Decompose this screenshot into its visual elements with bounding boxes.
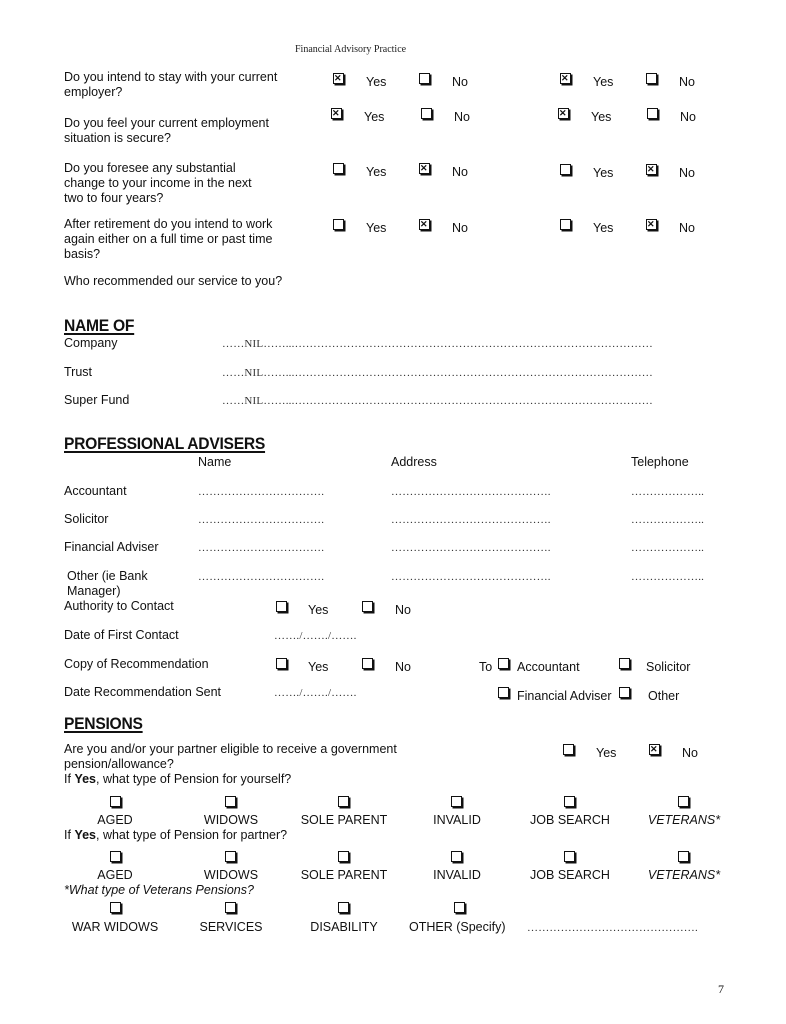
self-widows-label: WIDOWS [203, 813, 259, 827]
partner-retire-no-checkbox[interactable] [646, 219, 657, 230]
column-header-telephone: Telephone [631, 455, 689, 469]
no-label: No [682, 746, 698, 760]
copy-recommendation-yes-checkbox[interactable] [276, 658, 287, 669]
other-name-field[interactable]: ……………………………. [198, 571, 325, 583]
referral-question: Who recommended our service to you? [64, 274, 283, 288]
financial-adviser-name-field[interactable]: ……………………………. [198, 542, 325, 554]
solicitor-name-field[interactable]: ……………………………. [198, 514, 325, 526]
copy-recommendation-no-checkbox[interactable] [362, 658, 373, 669]
question-income-change: Do you foresee any substantial change to your income in the next two to four years? [64, 161, 252, 205]
adviser-label-solicitor: Solicitor [64, 512, 109, 526]
authority-no-checkbox[interactable] [362, 601, 373, 612]
veterans-other-specify-field[interactable]: ………………………………………. [527, 922, 698, 934]
to-label: To [479, 660, 493, 674]
yes-label: Yes [364, 110, 385, 124]
veterans-other-checkbox[interactable] [454, 902, 465, 913]
super-fund-field[interactable]: ……NIL……...…………………………………………………………………………………… [222, 395, 653, 407]
page-header-title: Financial Advisory Practice [295, 44, 407, 55]
no-label: No [454, 110, 470, 124]
no-label: No [680, 110, 696, 124]
column-header-name: Name [198, 455, 232, 469]
column-header-address: Address [391, 455, 437, 469]
client-secure-no-checkbox[interactable] [421, 108, 432, 119]
question-stay-employer: Do you intend to stay with your current employer? [64, 70, 278, 99]
to-accountant-checkbox[interactable] [498, 658, 509, 669]
veterans-services-checkbox[interactable] [225, 902, 236, 913]
pension-eligible-yes-checkbox[interactable] [563, 744, 574, 755]
partner-sole-parent-label: SOLE PARENT [300, 868, 388, 882]
partner-invalid-label: INVALID [433, 868, 481, 882]
accountant-name-field[interactable]: ……………………………. [198, 486, 325, 498]
yes-label: Yes [366, 221, 387, 235]
client-retire-no-checkbox[interactable] [419, 219, 430, 230]
self-veterans-checkbox[interactable] [678, 796, 689, 807]
no-label: No [452, 221, 468, 235]
partner-secure-no-checkbox[interactable] [647, 108, 658, 119]
partner-income-no-checkbox[interactable] [646, 164, 657, 175]
self-question-text: , what type of Pension for yourself? [96, 772, 292, 786]
section-heading-professional-advisers: PROFESSIONAL ADVISERS [64, 434, 266, 453]
company-field[interactable]: ……NIL……...…………………………………………………………………………………… [222, 338, 653, 350]
self-sole-parent-label: SOLE PARENT [300, 813, 388, 827]
partner-aged-label: AGED [97, 868, 133, 882]
page-number: 7 [718, 982, 724, 996]
if-text: If [64, 772, 71, 786]
date-recommendation-sent-label: Date Recommendation Sent [64, 685, 222, 699]
veterans-other-label: OTHER (Specify) [409, 920, 506, 934]
to-solicitor-label: Solicitor [646, 660, 691, 674]
yes-label: Yes [366, 75, 387, 89]
self-invalid-label: INVALID [433, 813, 481, 827]
partner-job-search-label: JOB SEARCH [530, 868, 610, 882]
trust-field[interactable]: ……NIL……...…………………………………………………………………………………… [222, 367, 653, 379]
no-label: No [452, 75, 468, 89]
self-invalid-checkbox[interactable] [451, 796, 462, 807]
client-retire-yes-checkbox[interactable] [333, 219, 344, 230]
partner-stay-yes-checkbox[interactable] [560, 73, 571, 84]
partner-question-text: , what type of Pension for partner? [96, 828, 288, 842]
client-income-no-checkbox[interactable] [419, 163, 430, 174]
authority-to-contact-label: Authority to Contact [64, 599, 174, 613]
partner-widows-checkbox[interactable] [225, 851, 236, 862]
copy-of-recommendation-label: Copy of Recommendation [64, 657, 209, 671]
partner-invalid-checkbox[interactable] [451, 851, 462, 862]
no-label: No [679, 221, 695, 235]
date-first-contact-label: Date of First Contact [64, 628, 179, 642]
self-job-search-checkbox[interactable] [564, 796, 575, 807]
client-secure-yes-checkbox[interactable] [331, 108, 342, 119]
section-heading-pensions: PENSIONS [64, 714, 143, 733]
self-job-search-label: JOB SEARCH [530, 813, 610, 827]
self-veterans-label: VETERANS* [647, 813, 721, 827]
yes-label: Yes [308, 603, 329, 617]
to-financial-adviser-label: Financial Adviser [517, 689, 612, 703]
to-other-checkbox[interactable] [619, 687, 630, 698]
no-label: No [679, 166, 695, 180]
yes-bold-text: Yes [74, 828, 96, 842]
financial-adviser-telephone-field[interactable]: ……………….. [631, 542, 705, 554]
yes-label: Yes [591, 110, 612, 124]
self-sole-parent-checkbox[interactable] [338, 796, 349, 807]
adviser-label-other: Other (ie Bank Manager) [67, 569, 148, 598]
pension-self-question [64, 772, 291, 786]
partner-secure-yes-checkbox[interactable] [558, 108, 569, 119]
partner-retire-yes-checkbox[interactable] [560, 219, 571, 230]
veterans-services-label: SERVICES [199, 920, 263, 934]
date-first-contact-field[interactable]: ……./……./……. [274, 630, 357, 642]
accountant-telephone-field[interactable]: ……………….. [631, 486, 705, 498]
veterans-disability-checkbox[interactable] [338, 902, 349, 913]
no-label: No [679, 75, 695, 89]
no-label: No [395, 603, 411, 617]
veterans-war-widows-label: WAR WIDOWS [71, 920, 159, 934]
other-telephone-field[interactable]: ……………….. [631, 571, 705, 583]
partner-veterans-checkbox[interactable] [678, 851, 689, 862]
yes-label: Yes [596, 746, 617, 760]
partner-widows-label: WIDOWS [203, 868, 259, 882]
pension-partner-question [64, 828, 287, 842]
financial-adviser-address-field[interactable]: ……………………………………. [391, 542, 551, 554]
to-financial-adviser-checkbox[interactable] [498, 687, 509, 698]
super-fund-label: Super Fund [64, 393, 130, 407]
yes-label: Yes [308, 660, 329, 674]
yes-bold-text: Yes [74, 772, 96, 786]
date-recommendation-sent-field[interactable]: ……./……./……. [274, 687, 357, 699]
partner-veterans-label: VETERANS* [647, 868, 721, 882]
veterans-question: *What type of Veterans Pensions? [64, 883, 254, 897]
no-label: No [395, 660, 411, 674]
veterans-war-widows-checkbox[interactable] [110, 902, 121, 913]
self-aged-label: AGED [97, 813, 133, 827]
partner-aged-checkbox[interactable] [110, 851, 121, 862]
adviser-label-accountant: Accountant [64, 484, 127, 498]
pension-eligible-no-checkbox[interactable] [649, 744, 660, 755]
yes-label: Yes [366, 165, 387, 179]
trust-label: Trust [64, 365, 93, 379]
solicitor-telephone-field[interactable]: ……………….. [631, 514, 705, 526]
if-text: If [64, 828, 71, 842]
self-aged-checkbox[interactable] [110, 796, 121, 807]
pension-eligibility-question: Are you and/or your partner eligible to receive a government pension/allowance? [64, 742, 397, 771]
client-income-yes-checkbox[interactable] [333, 163, 344, 174]
to-accountant-label: Accountant [517, 660, 580, 674]
self-widows-checkbox[interactable] [225, 796, 236, 807]
to-solicitor-checkbox[interactable] [619, 658, 630, 669]
veterans-disability-label: DISABILITY [310, 920, 378, 934]
client-stay-yes-checkbox[interactable] [333, 73, 344, 84]
client-stay-no-checkbox[interactable] [419, 73, 430, 84]
partner-sole-parent-checkbox[interactable] [338, 851, 349, 862]
partner-income-yes-checkbox[interactable] [560, 164, 571, 175]
yes-label: Yes [593, 75, 614, 89]
to-other-label: Other [648, 689, 680, 703]
no-label: No [452, 165, 468, 179]
other-address-field[interactable]: ……………………………………. [391, 571, 551, 583]
question-work-after-retirement: After retirement do you intend to work again either on a full time or past time basis? [64, 217, 273, 261]
partner-stay-no-checkbox[interactable] [646, 73, 657, 84]
solicitor-address-field[interactable]: ……………………………………. [391, 514, 551, 526]
partner-job-search-checkbox[interactable] [564, 851, 575, 862]
question-employment-secure: Do you feel your current employment situation is secure? [64, 116, 269, 145]
authority-yes-checkbox[interactable] [276, 601, 287, 612]
yes-label: Yes [593, 221, 614, 235]
adviser-label-financial-adviser: Financial Adviser [64, 540, 159, 554]
yes-label: Yes [593, 166, 614, 180]
company-label: Company [64, 336, 118, 350]
section-heading-name-of: NAME OF [64, 316, 135, 335]
accountant-address-field[interactable]: ……………………………………. [391, 486, 551, 498]
